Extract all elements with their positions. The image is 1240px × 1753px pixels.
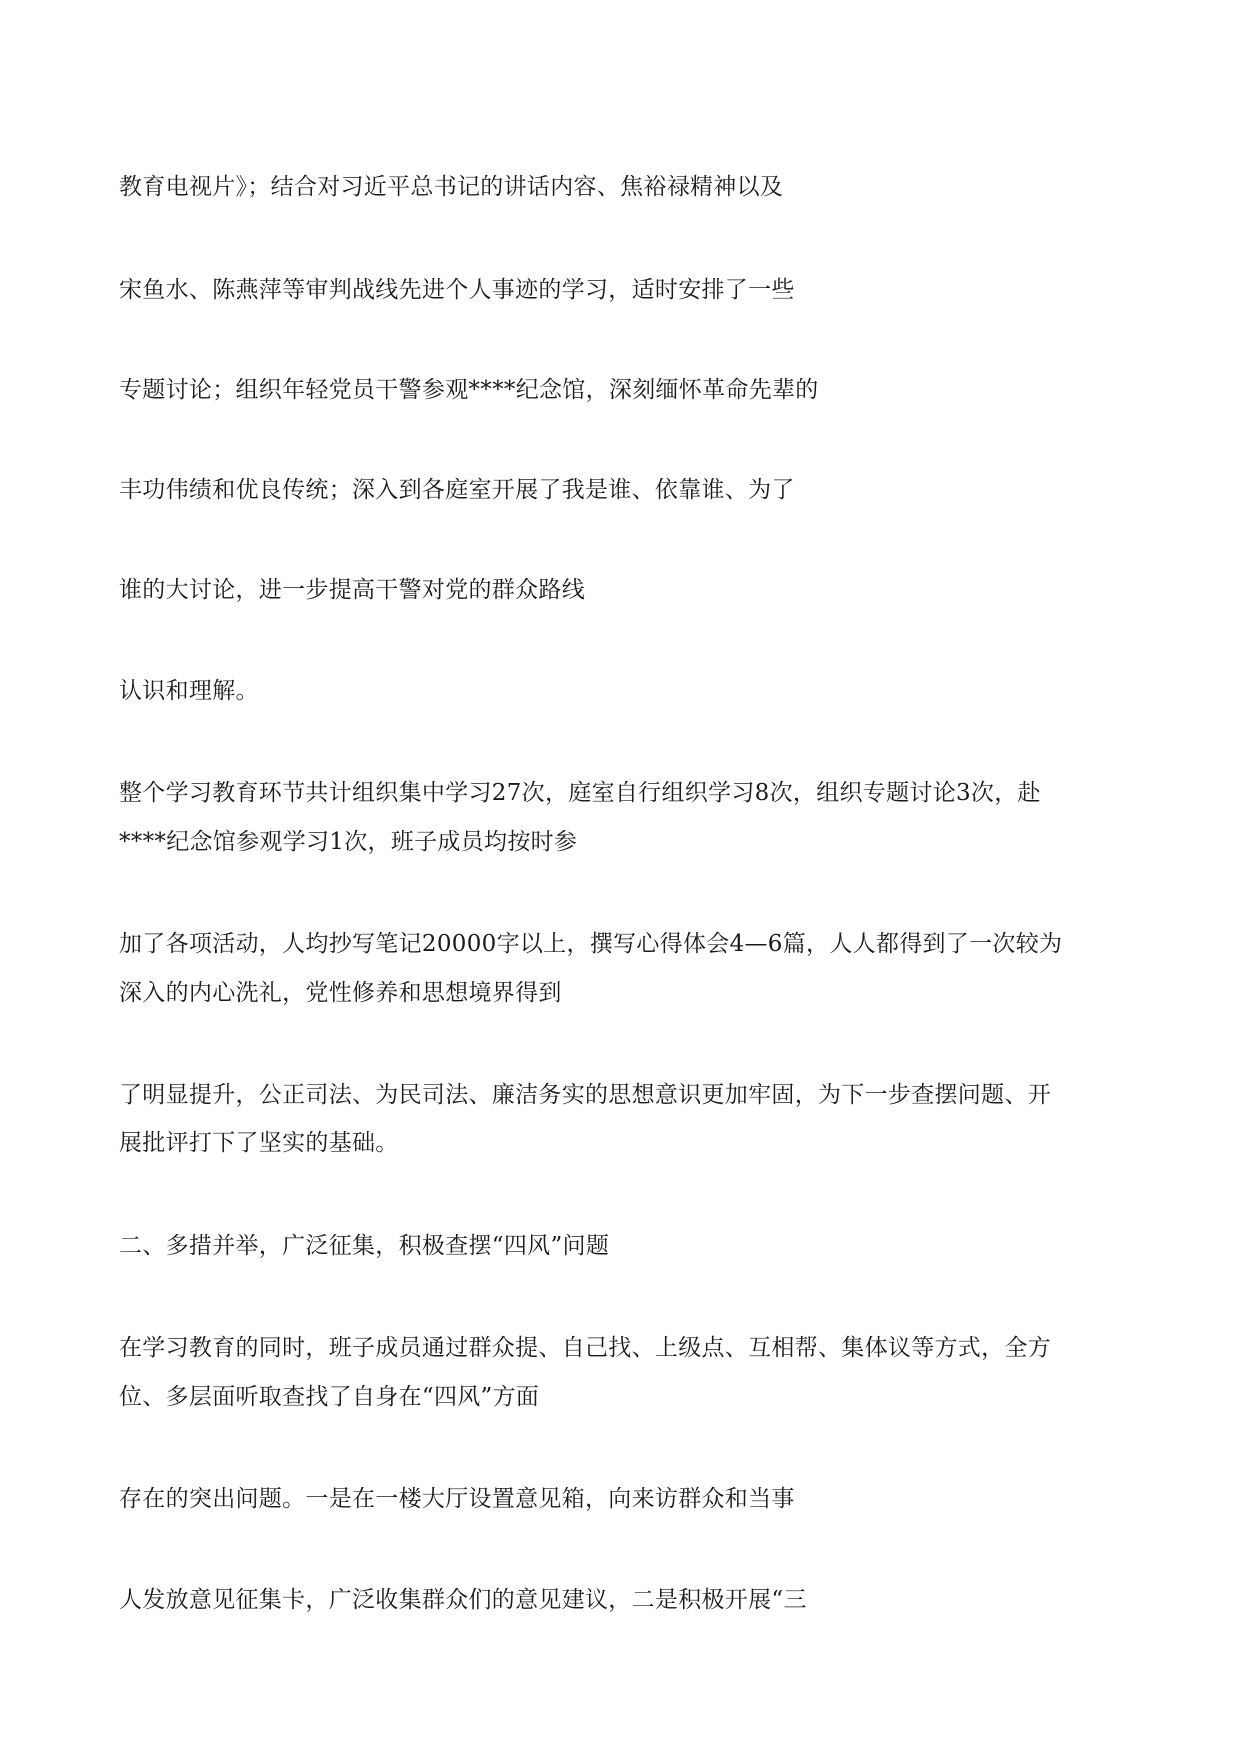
text-line: 宋鱼水、陈燕萍等审判战线先进个人事迹的学习，适时安排了一些 — [119, 277, 795, 303]
text-line: 人发放意见征集卡，广泛收集群众们的意见建议，二是积极开展“三 — [119, 1587, 807, 1613]
section-heading: 二、多措并举，广泛征集，积极查摆“四风”问题 — [119, 1233, 610, 1259]
text-line: 在学习教育的同时，班子成员通过群众提、自己找、上级点、互相帮、集体议等方式，全方 — [119, 1335, 1051, 1361]
text-line: 认识和理解。 — [119, 678, 259, 704]
text-line: ****纪念馆参观学习1次，班子成员均按时参 — [119, 829, 578, 855]
text-line: 谁的大讨论，进一步提高干警对党的群众路线 — [119, 577, 585, 603]
text-line: 存在的突出问题。一是在一楼大厅设置意见箱，向来访群众和当事 — [119, 1486, 795, 1512]
text-line: 专题讨论；组织年轻党员干警参观****纪念馆，深刻缅怀革命先辈的 — [119, 377, 819, 403]
text-line: 教育电视片》；结合对习近平总书记的讲话内容、焦裕禄精神以及 — [119, 174, 784, 200]
text-line: 丰功伟绩和优良传统；深入到各庭室开展了我是谁、依靠谁、为了 — [119, 477, 795, 503]
text-line: 了明显提升，公正司法、为民司法、廉洁务实的思想意识更加牢固，为下一步查摆问题、开 — [119, 1082, 1051, 1108]
text-line: 整个学习教育环节共计组织集中学习27次，庭室自行组织学习8次，组织专题讨论3次，赴 — [119, 780, 1041, 806]
text-line: 深入的内心洗礼，党性修养和思想境界得到 — [119, 980, 562, 1006]
text-line: 展批评打下了坚实的基础。 — [119, 1130, 399, 1156]
text-line: 位、多层面听取查找了自身在“四风”方面 — [119, 1384, 540, 1410]
text-line: 加了各项活动，人均抄写笔记20000字以上，撰写心得体会4—6篇，人人都得到了一次较为 — [119, 931, 1063, 957]
